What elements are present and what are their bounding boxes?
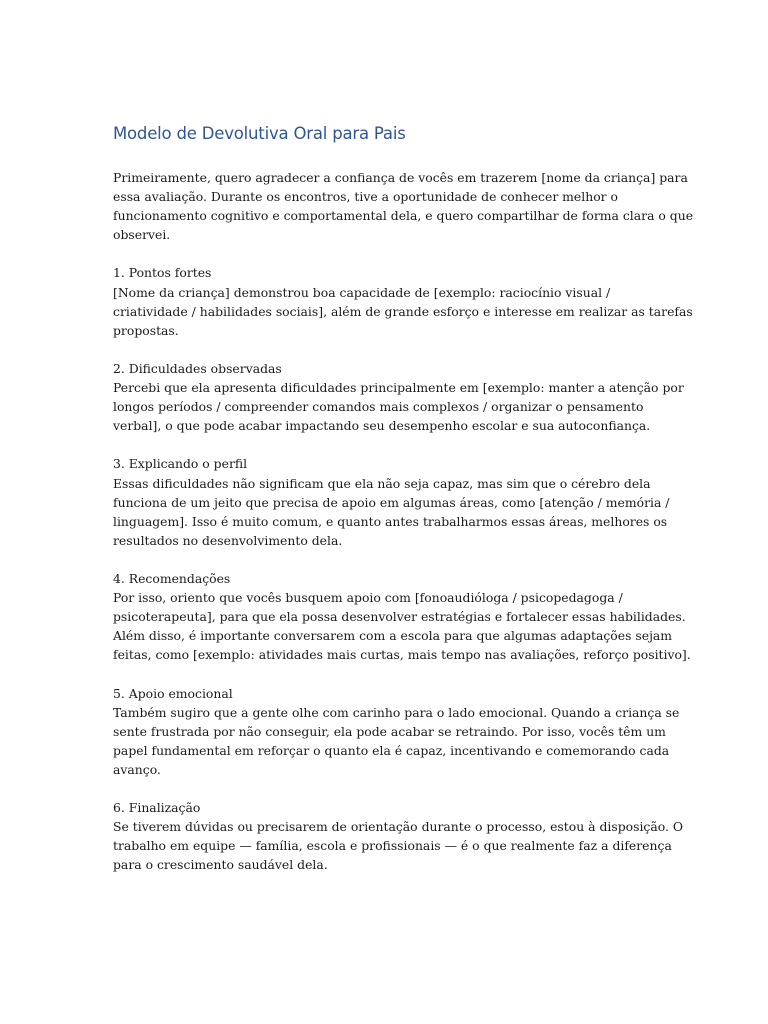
section-line: Além disso, é importante conversarem com a escola para que algumas adaptações sejam xyxy=(113,628,673,644)
section-heading: 5. Apoio emocional xyxy=(113,685,233,701)
section-dificuldades xyxy=(113,359,684,435)
section-explicando-perfil xyxy=(113,454,670,549)
section-line: feitas, como [exemplo: atividades mais curtas, mais tempo nas avaliações, reforço positivo]. xyxy=(113,647,691,663)
section-heading: 2. Dificuldades observadas xyxy=(113,360,282,376)
section-line: Por isso, oriento que vocês busquem apoio com [fonoaudióloga / psicopedagoga / xyxy=(113,590,623,606)
section-heading: 3. Explicando o perfil xyxy=(113,456,248,472)
section-line: trabalho em equipe — família, escola e profissionais — é o que realmente faz a diferença xyxy=(113,838,672,854)
section-line: longos períodos / compreender comandos mais complexos / organizar o pensamento xyxy=(113,399,644,415)
intro-paragraph xyxy=(113,168,694,244)
section-line: resultados no desenvolvimento dela. xyxy=(113,532,343,548)
section-line: para o crescimento saudável dela. xyxy=(113,857,328,873)
section-heading: 4. Recomendações xyxy=(113,570,231,586)
section-finalizacao xyxy=(113,798,684,874)
section-line: sente frustrada por não conseguir, ela pode acabar se retraindo. Por isso, vocês têm um xyxy=(113,723,666,739)
section-line: funciona de um jeito que precisa de apoio em algumas áreas, como [atenção / memória / xyxy=(113,494,670,510)
section-line: propostas. xyxy=(113,322,179,338)
intro-line: essa avaliação. Durante os encontros, tive a oportunidade de conhecer melhor o xyxy=(113,189,618,205)
section-line: [Nome da criança] demonstrou boa capacidade de [exemplo: raciocínio visual / xyxy=(113,284,611,300)
section-line: verbal], o que pode acabar impactando seu desempenho escolar e sua autoconfiança. xyxy=(113,418,651,434)
section-recomendacoes xyxy=(113,569,691,664)
section-line: Percebi que ela apresenta dificuldades principalmente em [exemplo: manter a atenção por xyxy=(113,380,684,396)
document-title: Modelo de Devolutiva Oral para Pais xyxy=(113,124,406,143)
section-line: criatividade / habilidades sociais], além de grande esforço e interesse em realizar as tarefas xyxy=(113,303,693,319)
document-body xyxy=(113,168,694,894)
intro-line: funcionamento cognitivo e comportamental dela, e quero compartilhar de forma clara o que xyxy=(113,208,694,224)
section-line: Também sugiro que a gente olhe com carinho para o lado emocional. Quando a criança se xyxy=(113,704,680,720)
section-line: papel fundamental em reforçar o quanto ela é capaz, incentivando e comemorando cada xyxy=(113,742,670,758)
section-line: avanço. xyxy=(113,761,161,777)
section-line: Essas dificuldades não significam que ela não seja capaz, mas sim que o cérebro dela xyxy=(113,475,651,491)
section-line: psicoterapeuta], para que ela possa desenvolver estratégias e fortalecer essas habilidades. xyxy=(113,609,686,625)
section-heading: 1. Pontos fortes xyxy=(113,265,212,281)
intro-line: observei. xyxy=(113,227,171,243)
section-apoio-emocional xyxy=(113,684,680,779)
section-line: Se tiverem dúvidas ou precisarem de orientação durante o processo, estou à disposição. O xyxy=(113,819,684,835)
intro-line: Primeiramente, quero agradecer a confiança de vocês em trazerem [nome da criança] para xyxy=(113,170,688,185)
section-heading: 6. Finalização xyxy=(113,800,201,816)
section-pontos-fortes xyxy=(113,263,693,339)
section-line: linguagem]. Isso é muito comum, e quanto antes trabalharmos essas áreas, melhores os xyxy=(113,513,668,529)
